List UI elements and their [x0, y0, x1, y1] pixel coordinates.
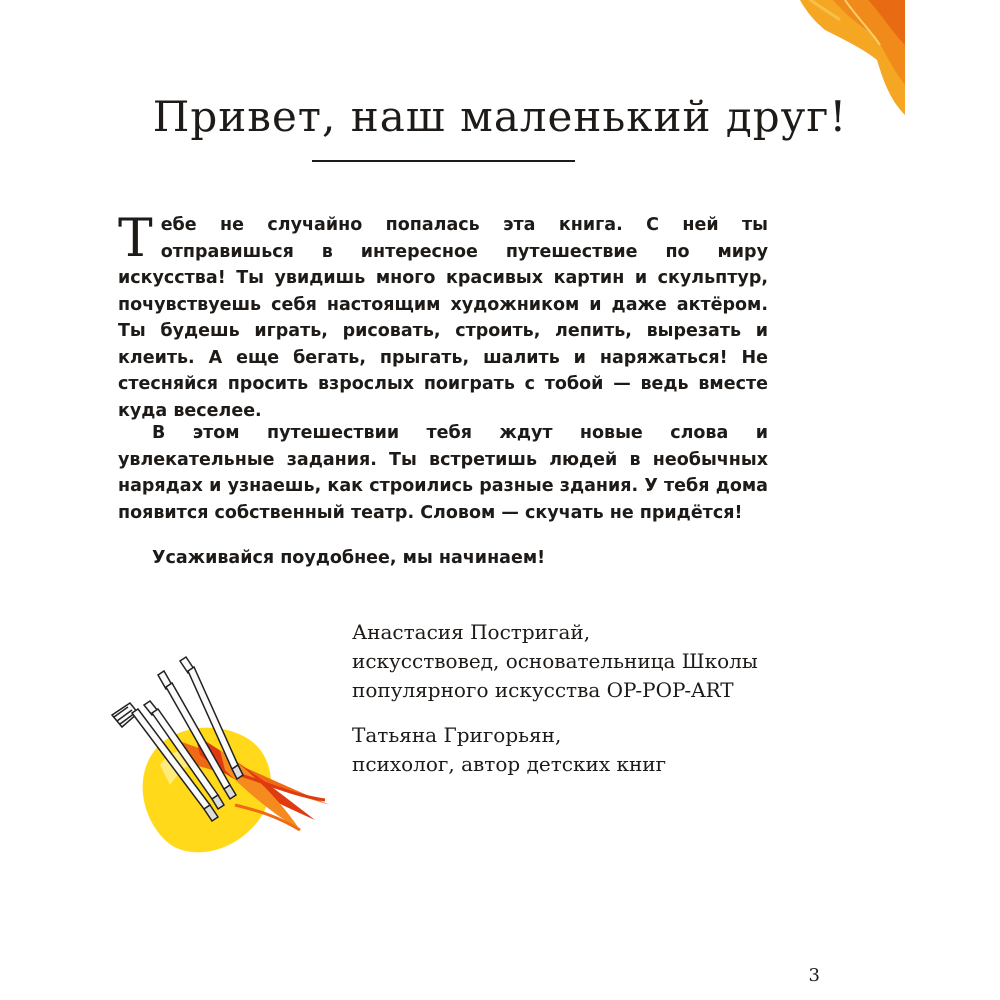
author-name: Анастасия Постригай,: [352, 620, 591, 644]
author-role: психолог, автор детских книг: [352, 752, 667, 776]
author-role: искусствовед, основательница Школы: [352, 649, 758, 673]
page-number: 3: [808, 965, 820, 986]
title-underline: [312, 160, 575, 162]
author-postrigai: [352, 618, 822, 705]
intro-paragraph: [118, 209, 768, 424]
paint-brushes-icon: [100, 655, 340, 865]
second-paragraph: В этом путешествии тебя ждут новые слова и увлекательные задания. Ты встретишь людей в необычных нарядах и узнаешь, как строились разные здания. У тебя дома появится собственный театр. Словом — скучать не придётся!: [118, 423, 768, 523]
closing-line: Усаживайся поудобнее, мы начинаем!: [152, 548, 546, 568]
author-signatures: [352, 618, 822, 795]
author-role: популярного искусства OP-POP-ART: [352, 678, 734, 702]
author-grigoryan: [352, 721, 822, 779]
drop-cap-letter: Т: [118, 209, 153, 269]
author-name: Татьяна Григорьян,: [352, 723, 562, 747]
page-title: Привет, наш маленький друг!: [152, 92, 848, 141]
intro-paragraph-text: ебе не случайно попалась эта книга. С ней ты отправишься в интересное путешествие по миру искусства! Ты увидишь много красивых картин и скульптур, почувствуешь себя настоящим художником и даже актёром. Ты будешь играть, рисовать, строить, лепить, вырезать и клеить. А еще бегать, прыгать, шалить и наряжаться! Не стесняйся просить взрослых поиграть с тобой — ведь вместе куда веселее.: [118, 215, 768, 421]
